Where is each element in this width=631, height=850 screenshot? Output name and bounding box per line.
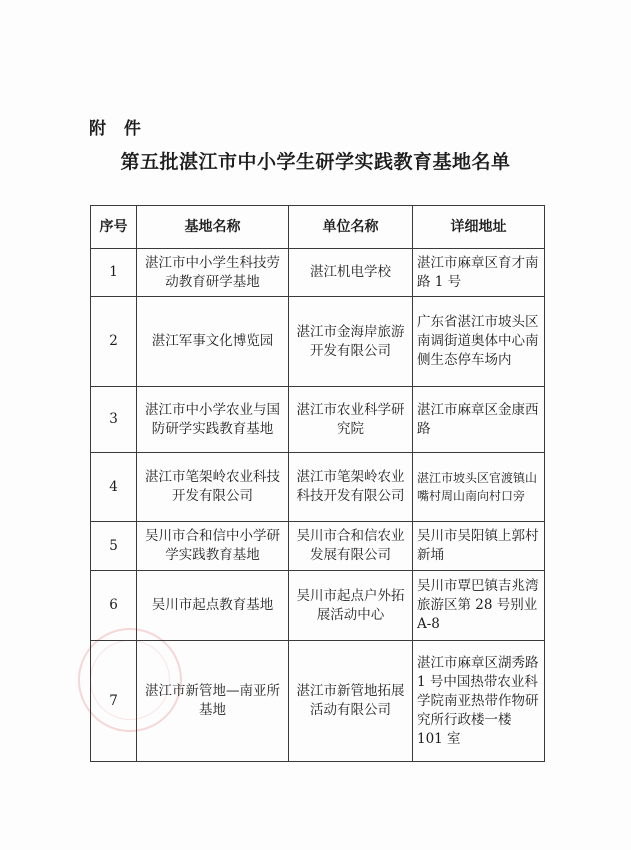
- cell-seq: 3: [91, 387, 137, 453]
- cell-address: 吴川市吴阳镇上郭村新埇: [413, 522, 545, 571]
- table-row: [91, 571, 545, 641]
- header-seq: 序号: [91, 206, 137, 249]
- table-row: [91, 249, 545, 297]
- header-address: 详细地址: [413, 206, 545, 249]
- cell-seq: 2: [91, 297, 137, 387]
- cell-base-name: 湛江市中小学农业与国防研学实践教育基地: [137, 387, 289, 453]
- cell-unit-name: 吴川市起点户外拓展活动中心: [289, 571, 413, 641]
- cell-unit-name: 湛江市农业科学研究院: [289, 387, 413, 453]
- cell-base-name: 吴川市合和信中小学研学实践教育基地: [137, 522, 289, 571]
- cell-address: 湛江市麻章区育才南路 1 号: [413, 249, 545, 297]
- cell-seq: 5: [91, 522, 137, 571]
- document-title: 第五批湛江市中小学生研学实践教育基地名单: [120, 151, 511, 173]
- cell-base-name: 湛江市新管地—南亚所基地: [137, 641, 289, 762]
- cell-seq: 4: [91, 453, 137, 522]
- cell-seq: 1: [91, 249, 137, 297]
- cell-base-name: 吴川市起点教育基地: [137, 571, 289, 641]
- table-row: [91, 522, 545, 571]
- cell-unit-name: 湛江市金海岸旅游开发有限公司: [289, 297, 413, 387]
- cell-unit-name: 湛江市笔架岭农业科技开发有限公司: [289, 453, 413, 522]
- cell-seq: 6: [91, 571, 137, 641]
- cell-seq: 7: [91, 641, 137, 762]
- cell-base-name: 湛江市中小学生科技劳动教育研学基地: [137, 249, 289, 297]
- cell-address: 湛江市麻章区湖秀路 1 号中国热带农业科学院南亚热带作物研究所行政楼一楼 101 室: [413, 641, 545, 762]
- cell-unit-name: 湛江机电学校: [289, 249, 413, 297]
- table-row: [91, 297, 545, 387]
- base-list-table: [90, 205, 545, 762]
- table-header-row: [91, 206, 545, 249]
- table-row: [91, 453, 545, 522]
- cell-base-name: 湛江市笔架岭农业科技开发有限公司: [137, 453, 289, 522]
- cell-address: 湛江市坡头区官渡镇山嘴村周山南向村口旁: [413, 453, 545, 522]
- cell-unit-name: 吴川市合和信农业发展有限公司: [289, 522, 413, 571]
- header-unit-name: 单位名称: [289, 206, 413, 249]
- cell-address: 广东省湛江市坡头区南调街道奥体中心南侧生态停车场内: [413, 297, 545, 387]
- cell-address: 吴川市覃巴镇吉兆湾旅游区第 28 号别业 A-8: [413, 571, 545, 641]
- cell-unit-name: 湛江市新管地拓展活动有限公司: [289, 641, 413, 762]
- attachment-label: 附 件: [89, 119, 147, 139]
- header-base-name: 基地名称: [137, 206, 289, 249]
- cell-base-name: 湛江军事文化博览园: [137, 297, 289, 387]
- table-row: [91, 387, 545, 453]
- table-row: [91, 641, 545, 762]
- cell-address: 湛江市麻章区金康西路: [413, 387, 545, 453]
